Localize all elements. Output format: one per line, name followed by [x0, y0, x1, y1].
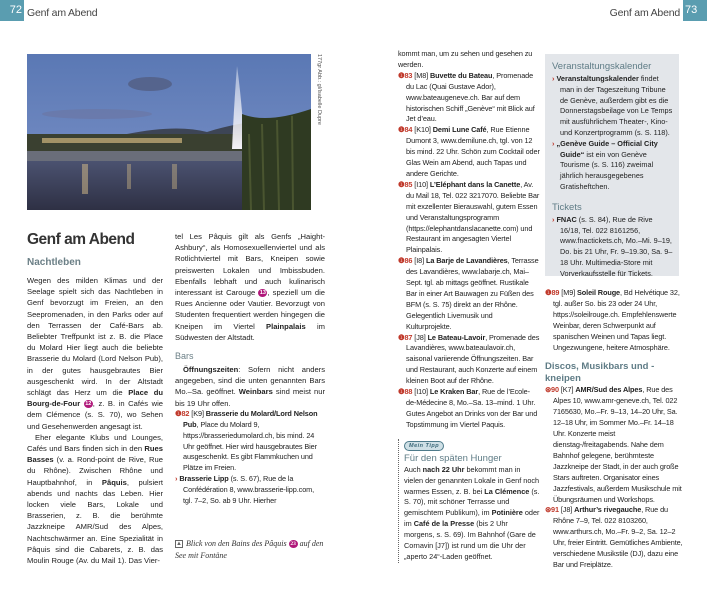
- listing-item: ❶83 [M8] Buvette du Bateau, Promenade du Lac (Quai Gustave Ador), www.bateaugeneve.ch. Bar auf dem historischen Schiff „Genève“ mit Blick auf Jet d’eau.: [398, 70, 535, 124]
- bar-marker-icon: ❶82: [175, 408, 190, 418]
- arrow-icon: ›: [552, 74, 555, 83]
- listing-item: ❶86 [I8] La Barje de Lavandières, Terrasse des Lavandières, www.labarje.ch, Mai–Sept. tgl. ab mittags geöffnet. Rustikale Bar in einer Art Bauwagen zu Füßen des BFM (s. S. 75) direkt an der Rhône. Gelegentlich Livemusik und Kulturprojekte.: [398, 256, 539, 331]
- running-head-right: Genf am Abend: [609, 7, 680, 19]
- listing-item: ❶84 [K10] Demi Lune Café, Rue Etienne Dumont 3, www.demilune.ch, tgl. von 12 bis mind. 22 Uhr. Schön zum Cocktail oder Glas Wein am Abend, auch Tapas und andere Gerichte.: [398, 125, 540, 178]
- intro-paragraph-1: Wegen des milden Klimas und der Seelage spielt sich das Nachtleben in Genf bevorzugt im Freien, an den Seepromenaden, in den Parks oder auf den Terrassen der Café-Bars ab. Beliebter Treffpunkt ist z. B. die Place du Molard Hier liegt auch die beliebte Brasserie du Molard (Lord Nelson Pub), in der gutes hausgebrautes Bier ausgeschenkt wird. In der Altstadt schlägt das Herz um die Place du Bourg-de-Four 12, z. B. in Cafés wie dem Clémence (s. S. 70), wo Sehen und Gesehenwerden angesagt ist.: [27, 276, 163, 431]
- listing-continued: kommt man, um zu sehen und gesehen zu werden.: [398, 49, 533, 69]
- left-page: [0, 0, 353, 600]
- mein-tipp-logo: Mein Tipp: [404, 441, 444, 451]
- tip-text: Auch nach 22 Uhr bekommt man in vielen der genannten Lokale in Genf noch warmes Essen, z. B. bei La Clémence (s. S. 70), mit schöner Terrasse und gemischtem Publikum), im Potinière oder im Café de la Presse (bis 2 Uhr morgens, s. S. 69). Im Bahnhof (Gare de Cornavin [J7]) ist rund um die Uhr der „aperto 24“-Laden geöffnet.: [404, 464, 540, 561]
- bar-marker-icon: ❶83: [398, 70, 413, 80]
- light-reflection: [127, 164, 131, 189]
- page-number-left: 72: [0, 0, 24, 21]
- map-marker-icon: 13: [259, 290, 266, 297]
- info-item-events-calendar: › Veranstaltungskalender findet man in der Tageszeitung Tribune de Genève, außerdem gibt es die Donnerstagsbeilage von Le Temps mit ausführlichem Theater-, Kino- und Konzertprogramm (s. S. 118).: [552, 74, 673, 137]
- arrow-icon: ›: [175, 474, 178, 484]
- left-column-1: [27, 231, 163, 566]
- listing-89: ❶89 [M9] Soleil Rouge, Bd Helvétique 32, tgl. außer So. bis 23 oder 24 Uhr, https://soleilrouge.ch. Empfehlenswerte Weinbar, deren Schwerpunkt auf spanischen Weinen und Tapas liegt. Ungezwungene, heitere Atmosphäre.: [545, 288, 680, 352]
- tip-heading: Für den späten Hunger: [404, 452, 502, 464]
- photo-reference-icon: ▲: [176, 541, 182, 548]
- info-heading-tickets: Tickets: [552, 201, 582, 213]
- jet-d-eau-photo: [27, 54, 311, 210]
- intro-paragraph-2: Eher elegante Klubs und Lounges, Cafés und Bars finden sich in den Rues Basses (v. a. Rond-point de Rive, Rue du Rhône). Zwischen Rhône und Hauptbahnhof, in Pâquis, pulsiert abends und nachts das Leben. Hier locken viele Bars, Lokale und Brasserien, z. B. die berühmte Jazzkneipe AMR/Sud des Alpes, Nachtschwärmer an. Eine Spezialität in Pâquis sind die Cabarets, z. B. das Moulin Rouge (Av. du Mail 1). Das Vier-: [27, 432, 164, 566]
- map-marker-icon: 23: [290, 541, 296, 548]
- cloud: [128, 77, 172, 91]
- listing-item: ❶88 [I10] Le Kraken Bar, Rue de l’Ecole-de-Médecine 8, Mo.–Sa. 13–mind. 1 Uhr. Gutes Angebot an Drinks von der Bar und Topstimmung im Viertel Paquis.: [398, 387, 538, 429]
- bar-marker-icon: ❶87: [398, 332, 413, 342]
- section-heading-nachtleben: Nachtleben: [27, 257, 81, 268]
- section-heading-discos: Discos, Musikbars und -kneipen: [545, 361, 655, 385]
- cloud: [42, 109, 152, 119]
- listing-brasserie-lipp: › Brasserie Lipp (s. S. 67), Rue de la Confédération 8, www.brasserie-lipp.com, tgl. 7–2, So. ab 9 Uhr. Hierher: [175, 474, 315, 506]
- photo-caption: ▲ Blick von den Bains des Pâquis 23 auf den See mit Fontäne: [175, 539, 324, 560]
- left-column-2: [175, 231, 325, 507]
- info-box: [545, 54, 679, 276]
- bar-marker-icon: ❶84: [398, 125, 413, 135]
- bar-marker-icon: ❶86: [398, 256, 413, 266]
- bar-marker-icon: ❶88: [398, 387, 413, 397]
- info-heading-events: Veranstaltungskalender: [552, 61, 652, 72]
- section-heading-bars: Bars: [175, 351, 194, 362]
- bar-marker-icon: ❶89: [545, 288, 560, 297]
- photo-credit: 177gr Abb.: gl/Isabelle Dupre: [316, 54, 322, 125]
- music-marker-icon: ⊛91: [545, 505, 559, 515]
- info-item-geneve-guide: › „Genève Guide – Official City Guide“ ist ein von Genève Tourisme (s. S. 116) zweimal jährlich herausgegebenes Gratisheftchen.: [552, 138, 658, 191]
- listing-item: ❶87 [J8] Le Bateau-Lavoir, Promenade des Lavandières, www.bateaulavoir.ch, saisonal variierende Öffnungszeiten. Bar und Restaurant, auch Konzerte auf einem kleinen Boot auf der Rhône.: [398, 332, 540, 386]
- bar-marker-icon: ❶85: [398, 179, 413, 189]
- listing-91: ⊛91 [J8] Arthur’s rivegauche, Rue du Rhône 7–9, Tel. 022 8103260, www.arthurs.ch, Mo.–Fr. 9–2, Sa. 12–2 Uhr, freier Eintritt. Gemütliches Ambiente, verschiedene Musikstile (DJ), dazu eine Bar und Freiplätze.: [545, 505, 683, 569]
- light-reflection: [82, 164, 88, 194]
- arrow-icon: ›: [552, 138, 555, 148]
- city-lights: [42, 138, 182, 143]
- listing-82: ❶82 [K9] Brasserie du Molard/Lord Nelson Pub, Place du Molard 9, https://brasseriedumolard.ch, bis mind. 24 Uhr geöffnet. Hier wird hausgebrautes Bier ausgeschenkt. Es gibt Flammkuchen und Plätze im Freien.: [175, 408, 318, 473]
- right-column-1: [398, 49, 540, 563]
- info-item-fnac: › FNAC (s. S. 84), Rue de Rive 16/18, Tel. 022 8161256, www.fnactickets.ch, Mo.–Mi. 9–19, Do. bis 21 Uhr, Fr. 9–19.30, Sa. 9–18 Uhr. Multimedia-Store mit Vorverkaufsstelle für Tickets.: [552, 214, 673, 278]
- light-reflection: [172, 164, 177, 189]
- tip-box: [398, 439, 540, 563]
- page-number-right: 73: [683, 0, 707, 21]
- chapter-heading: Genf am Abend: [27, 231, 135, 248]
- listing-90: ⊛90 [K7] AMR/Sud des Alpes, Rue des Alpes 10, www.amr-geneve.ch, Tel. 022 7165630, Mo.–Fr. 9–13, 14–20 Uhr, Sa. 12–18 Uhr, im Sommer Mo.–Fr. 14–18 Uhr. Konzerte meist dienstag-/freitagabends. Nahe dem Bahnhof gelegene, berühmteste Jazzkneipe der Stadt, in der auch große Stars auftreten. Organisator eines Jazzfestivals, außerdem Musikschule mit Übungsräumen und Workshops.: [545, 385, 682, 504]
- intro-paragraph-continued: tel Les Pâquis gilt als Genfs „Haight-Ashbury“, als Homosexuellenviertel und als Rotlichtviertel mit Bars, Kneipen sowie preiswerten Lokalen und Imbissbuden. Ebenfalls lebhaft und auch kulinarisch interessant ist Carouge 13, speziell um die Rues Ancienne oder Vautier. Bevorzugt von Studenten frequentiert werden hingegen die Kneipen im Viertel Plainpalais im Südwesten der Altstadt.: [175, 232, 325, 342]
- arrow-icon: ›: [552, 214, 555, 224]
- opening-hours-note: Öffnungszeiten: Sofern nicht anders angegeben, sind die unten genannten Bars Mo.–Sa. geöffnet. Weinbars sind meist nur bis 19 Uhr offen.: [175, 365, 325, 408]
- right-column-2: [545, 288, 685, 571]
- running-head-left: Genf am Abend: [27, 7, 98, 19]
- map-marker-icon: 12: [85, 401, 92, 408]
- listing-item: ❶85 [I10] L’Eléphant dans la Canette, Av. du Mail 18, Tel. 022 3217070. Beliebte Bar mit exzellenter Bierauswahl, gutem Essen und Veranstaltungsprogramm (https://elephantdanslacanette.com) und Restaurant im angesagten Viertel Plainpalais.: [398, 179, 540, 255]
- music-marker-icon: ⊛90: [545, 385, 559, 395]
- lake: [27, 161, 257, 210]
- pier: [27, 151, 257, 161]
- photo-illustration: [27, 54, 311, 210]
